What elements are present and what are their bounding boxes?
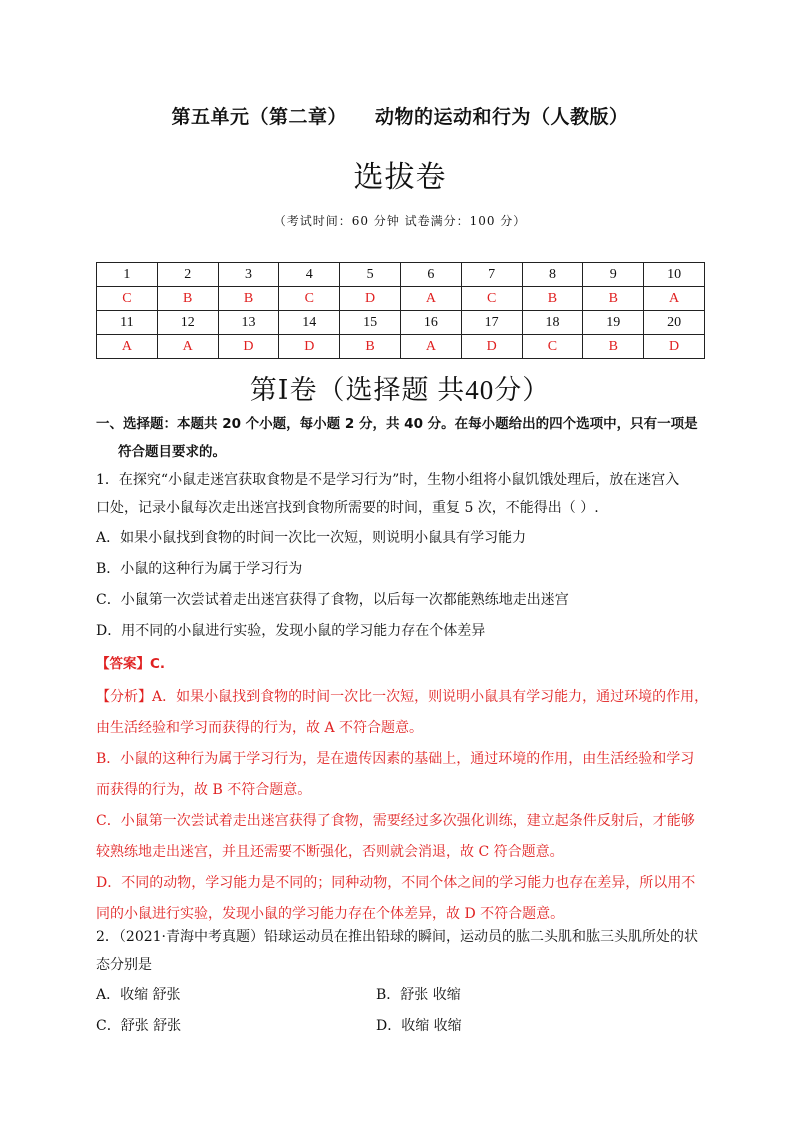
table-cell: 18: [522, 311, 583, 335]
q1-answer: 【答案】C.: [96, 656, 166, 672]
table-cell: 16: [400, 311, 461, 335]
table-cell: 17: [461, 311, 522, 335]
section-title: 第Ⅰ卷（选择题 共40分）: [249, 375, 551, 405]
table-cell: 20: [644, 311, 705, 335]
answer-table-row-numbers-2: [97, 311, 705, 335]
answer-table: [96, 262, 705, 359]
q2-stem-line-2: 态分别是: [96, 957, 152, 973]
table-cell: A: [400, 335, 461, 359]
table-cell: A: [400, 287, 461, 311]
table-cell: D: [340, 287, 401, 311]
table-cell: B: [157, 287, 218, 311]
document-subtitle: 选拔卷: [353, 160, 447, 195]
table-cell: 9: [583, 263, 644, 287]
table-cell: 13: [218, 311, 279, 335]
q1-analysis-c-line-1: C．小鼠第一次尝试着走出迷宫获得了食物，需要经过多次强化训练，建立起条件反射后，才能够: [96, 813, 695, 829]
title-unit: 第五单元（第二章）: [171, 106, 347, 128]
question-1: [96, 466, 709, 928]
q1-option-d: D．用不同的小鼠进行实验，发现小鼠的学习能力存在个体差异: [96, 623, 486, 639]
table-cell: D: [279, 335, 340, 359]
q1-analysis-a-line-2: 由生活经验和学习而获得的行为，故 A 不符合题意。: [96, 720, 424, 736]
answer-table-row-answers-2: [97, 335, 705, 359]
table-cell: A: [644, 287, 705, 311]
q1-analysis-c-line-2: 较熟练地走出迷宫，并且还需要不断强化，否则就会消退，故 C 符合题意。: [96, 844, 564, 860]
question-2: [96, 923, 706, 1040]
q2-options-row-1: [96, 981, 706, 1009]
q2-option-c: C．舒张 舒张: [96, 1018, 182, 1034]
table-cell: B: [583, 287, 644, 311]
q1-analysis-b-line-1: B．小鼠的这种行为属于学习行为，是在遗传因素的基础上，通过环境的作用，由生活经验和学习: [96, 751, 695, 767]
q1-analysis-a-line-1: 【分析】A．如果小鼠找到食物的时间一次比一次短，则说明小鼠具有学习能力，通过环境的作用，: [96, 689, 709, 705]
table-cell: 10: [644, 263, 705, 287]
table-cell: D: [644, 335, 705, 359]
q1-option-b: B．小鼠的这种行为属于学习行为: [96, 561, 303, 577]
table-cell: 5: [340, 263, 401, 287]
table-cell: 15: [340, 311, 401, 335]
table-cell: 8: [522, 263, 583, 287]
instructions: [96, 410, 706, 466]
table-cell: 1: [97, 263, 158, 287]
exam-info: （考试时间：60 分钟 试卷满分：100 分）: [273, 214, 527, 228]
answer-table-row-numbers-1: [97, 263, 705, 287]
table-cell: C: [279, 287, 340, 311]
instructions-line-2: 符合题目要求的。: [118, 444, 226, 460]
q1-analysis-b-line-2: 而获得的行为，故 B 不符合题意。: [96, 782, 312, 798]
table-cell: B: [218, 287, 279, 311]
q2-stem-line-1: 2．（2021·青海中考真题）铅球运动员在推出铅球的瞬间，运动员的肱二头肌和肱三头肌所处的状: [96, 929, 698, 945]
table-cell: A: [97, 335, 158, 359]
table-cell: 12: [157, 311, 218, 335]
table-cell: 2: [157, 263, 218, 287]
table-cell: C: [97, 287, 158, 311]
table-cell: 11: [97, 311, 158, 335]
answer-table-row-answers-1: [97, 287, 705, 311]
table-cell: B: [340, 335, 401, 359]
q1-stem-line-1: 1．在探究“小鼠走迷宫获取食物是不是学习行为”时，生物小组将小鼠饥饿处理后，放在迷宫入: [96, 472, 680, 488]
table-cell: C: [461, 287, 522, 311]
q1-option-c: C．小鼠第一次尝试着走出迷宫获得了食物，以后每一次都能熟练地走出迷宫: [96, 592, 569, 608]
table-cell: B: [583, 335, 644, 359]
table-cell: 19: [583, 311, 644, 335]
q2-option-d: D．收缩 收缩: [376, 1018, 462, 1034]
q1-analysis-d-line-1: D．不同的动物，学习能力是不同的；同种动物，不同个体之间的学习能力也存在差异，所以用不: [96, 875, 696, 891]
table-cell: 7: [461, 263, 522, 287]
table-cell: A: [157, 335, 218, 359]
table-cell: 14: [279, 311, 340, 335]
q1-stem-line-2: 口处，记录小鼠每次走出迷宫找到食物所需要的时间，重复 5 次，不能得出（ ）.: [96, 500, 599, 516]
q2-option-b: B．舒张 收缩: [376, 987, 461, 1003]
table-cell: C: [522, 335, 583, 359]
q2-options-row-2: [96, 1012, 706, 1040]
table-cell: D: [218, 335, 279, 359]
table-cell: 3: [218, 263, 279, 287]
table-cell: 4: [279, 263, 340, 287]
title-topic: 动物的运动和行为（人教版）: [375, 106, 629, 128]
document-title: [0, 102, 800, 129]
q1-option-a: A．如果小鼠找到食物的时间一次比一次短，则说明小鼠具有学习能力: [96, 530, 527, 546]
table-cell: B: [522, 287, 583, 311]
q1-analysis-d-line-2: 同的小鼠进行实验，发现小鼠的学习能力存在个体差异，故 D 不符合题意。: [96, 906, 565, 922]
instructions-line-1: 一、选择题：本题共 20 个小题，每小题 2 分，共 40 分。在每小题给出的四个选项中，只有一项是: [96, 416, 698, 432]
table-cell: D: [461, 335, 522, 359]
q2-option-a: A．收缩 舒张: [96, 987, 181, 1003]
table-cell: 6: [400, 263, 461, 287]
